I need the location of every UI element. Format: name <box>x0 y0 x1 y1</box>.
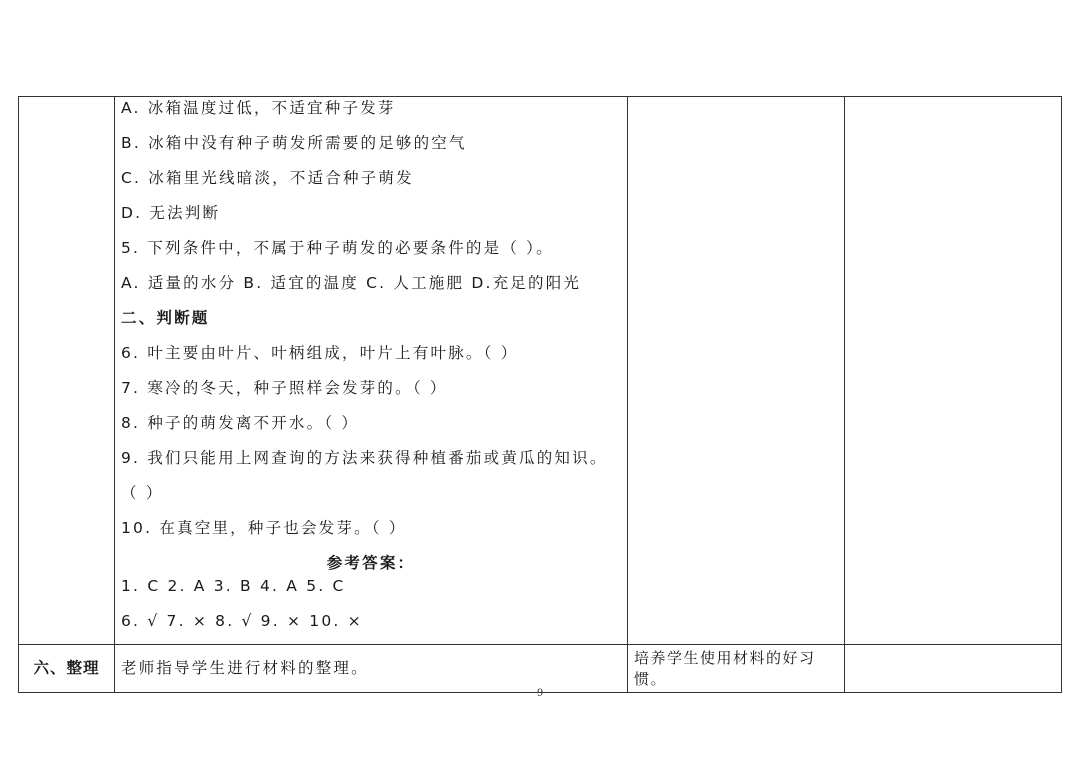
question-9: 9. 我们只能用上网查询的方法来获得种植番茄或黄瓜的知识。 <box>121 449 608 467</box>
option-a-line: A. 冰箱温度过低，不适宜种子发芽 <box>121 99 396 117</box>
column-divider-1 <box>114 96 115 693</box>
answer-row-2: 6. √ 7. × 8. √ 9. × 10. × <box>121 612 363 630</box>
activity-cell <box>121 645 621 692</box>
exercise-content-cell <box>121 96 621 644</box>
question-5: 5. 下列条件中，不属于种子萌发的必要条件的是（ ）。 <box>121 239 554 257</box>
option-d-line: D. 无法判断 <box>121 204 221 222</box>
question-5-options: A. 适量的水分 B. 适宜的温度 C. 人工施肥 D.充足的阳光 <box>121 274 582 292</box>
column-divider-2 <box>627 96 628 693</box>
section-heading-true-false: 二、判断题 <box>121 309 210 327</box>
table-left-border <box>18 96 19 693</box>
question-6: 6. 叶主要由叶片、叶柄组成，叶片上有叶脉。（ ） <box>121 344 519 362</box>
section-label: 六、整理 <box>33 659 100 677</box>
question-9-bracket: （ ） <box>121 484 164 502</box>
answer-row-1: 1. C 2. A 3. B 4. A 5. C <box>121 577 346 595</box>
column-divider-3 <box>844 96 845 693</box>
table-right-border <box>1061 96 1062 693</box>
option-c-line: C. 冰箱里光线暗淡，不适合种子萌发 <box>121 169 414 187</box>
purpose-cell <box>634 645 839 692</box>
purpose-text-line-1: 培养学生使用材料的好习 <box>634 649 816 667</box>
question-10: 10. 在真空里，种子也会发芽。（ ） <box>121 519 407 537</box>
question-7: 7. 寒冷的冬天，种子照样会发芽的。（ ） <box>121 379 448 397</box>
activity-text: 老师指导学生进行材料的整理。 <box>121 659 369 677</box>
purpose-text-line-2: 惯。 <box>634 670 668 688</box>
option-b-line: B. 冰箱中没有种子萌发所需要的足够的空气 <box>121 134 467 152</box>
question-8: 8. 种子的萌发离不开水。（ ） <box>121 414 360 432</box>
answer-key-heading: 参考答案： <box>326 554 416 572</box>
section-label-cell <box>19 645 114 692</box>
lesson-plan-table <box>18 96 1062 693</box>
page-number: 9 <box>536 688 544 699</box>
